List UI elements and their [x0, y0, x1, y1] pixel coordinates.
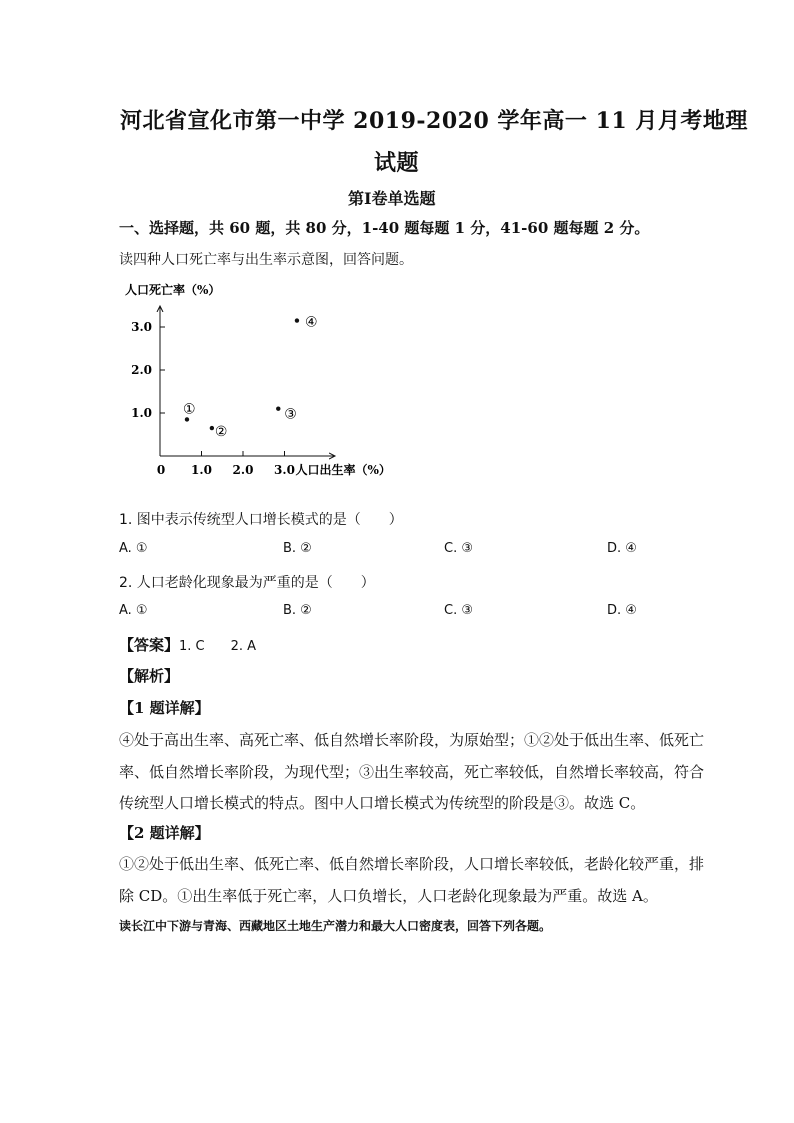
data-point [210, 426, 214, 430]
scatter-chart [115, 276, 415, 481]
analysis-label: 【解析】 [119, 667, 180, 685]
question-intro: 读四种人口死亡率与出生率示意图，回答问题。 [119, 252, 413, 268]
origin-label: 0 [156, 463, 166, 477]
next-question-intro: 读长江中下游与青海、西藏地区土地生产潜力和最大人口密度表，回答下列各题。 [119, 919, 552, 933]
x-tick-label: 1.0 [191, 463, 212, 477]
q1-option-d[interactable]: D. ④ [607, 541, 637, 556]
y-tick-label: 3.0 [131, 320, 152, 334]
y-tick-label: 2.0 [131, 363, 152, 377]
data-point-label: ① [182, 401, 196, 418]
q2-option-b[interactable]: B. ② [283, 603, 312, 618]
detail-1-line: 传统型人口增长模式的特点。图中人口增长模式为传统型的阶段是③。故选 C。 [119, 794, 646, 812]
q2-option-c[interactable]: C. ③ [444, 603, 473, 618]
data-point [185, 417, 189, 421]
data-point [295, 318, 299, 322]
doc-title-line1: 河北省宣化市第一中学 2019-2020 学年高一 11 月月考地理 [120, 108, 748, 134]
q1-option-c[interactable]: C. ③ [444, 541, 473, 556]
detail-2-line: ①②处于低出生率、低死亡率、低自然增长率阶段，人口增长率较低，老龄化较严重，排 [119, 855, 705, 873]
q2-option-d[interactable]: D. ④ [607, 603, 637, 618]
y-axis-label: 人口死亡率（%） [125, 283, 221, 297]
detail-1-line: ④处于高出生率、高死亡率、低自然增长率阶段，为原始型；①②处于低出生率、低死亡 [119, 731, 705, 749]
x-tick-label: 2.0 [232, 463, 254, 477]
data-point-label: ④ [304, 314, 318, 331]
detail-2-label: 【2 题详解】 [119, 824, 210, 842]
answer-label: 【答案】 [119, 636, 180, 654]
answer-line [119, 634, 256, 655]
data-point-label: ② [214, 424, 228, 441]
detail-1-label: 【1 题详解】 [119, 699, 210, 717]
question-1-stem: 1. 图中表示传统型人口增长模式的是（ ） [119, 512, 403, 528]
question-2-stem: 2. 人口老龄化现象最为严重的是（ ） [119, 575, 375, 591]
q1-option-b[interactable]: B. ② [283, 541, 312, 556]
q1-option-a[interactable]: A. ① [119, 541, 148, 556]
detail-2-line: 除 CD。①出生率低于死亡率，人口负增长，人口老龄化现象最为严重。故选 A。 [119, 887, 658, 905]
x-tick-label: 3.0 [274, 463, 295, 477]
doc-title-line2: 试题 [374, 150, 420, 176]
data-point [276, 407, 280, 411]
y-tick-label: 1.0 [131, 406, 152, 420]
part-heading: 一、选择题，共 60 题，共 80 分，1-40 题每题 1 分，41-60 题每题 2 分。 [119, 219, 650, 237]
detail-1-line: 率、低自然增长率阶段，为现代型；③出生率较高，死亡率较低，自然增长率较高，符合 [119, 763, 705, 781]
answer-text: 1. C 2. A [179, 639, 257, 654]
section-heading: 第Ⅰ卷单选题 [348, 189, 436, 208]
x-axis-label: 人口出生率（%） [295, 463, 391, 477]
q2-option-a[interactable]: A. ① [119, 603, 148, 618]
data-point-label: ③ [284, 406, 297, 423]
